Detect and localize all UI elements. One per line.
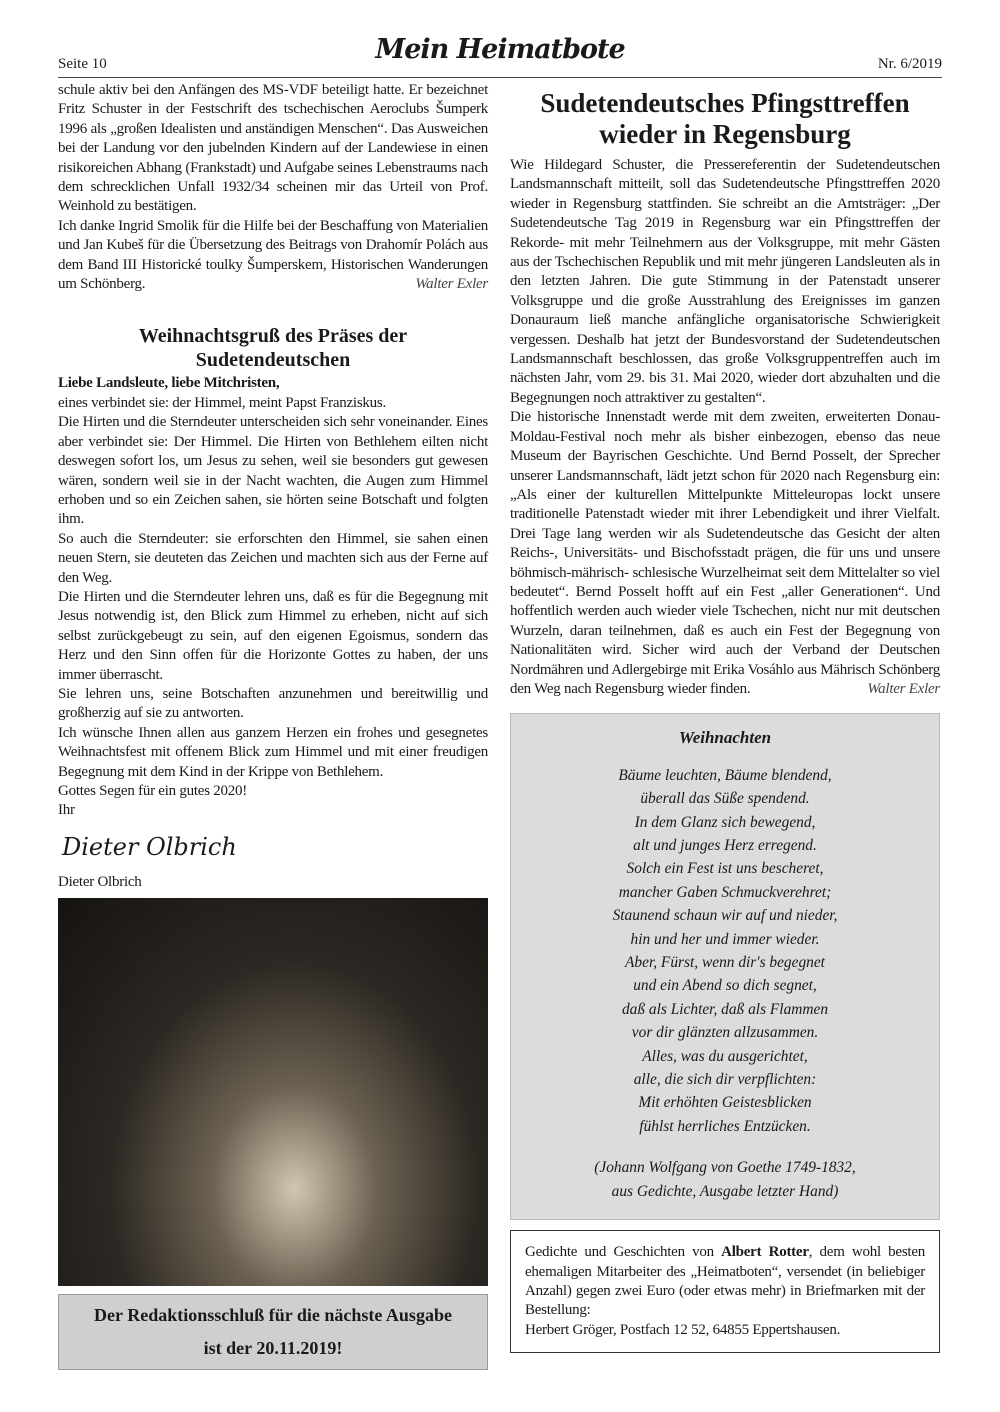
page-header (58, 30, 942, 78)
masthead-logo: Mein Heimatbote (375, 34, 625, 65)
author: Walter Exler (867, 680, 940, 697)
paragraph: Wie Hildegard Schuster, die Pressereferentin der Sudetendeutschen Landsmannschaft mitteilt, soll das Sudetendeutsche Pfingsttreffen 2020 wieder in Regensburg stattfinden. Sie schreibt an die Amtsträger: „Der Sudetendeutsche Tag 2019 in Regensburg war ein Pfingsttreffen der Rekorde- mit mehr Teilnehmern aus der Volksgruppe, mit mehr Gästen aus der Tschechischen Republik und mit mehr jüngeren Landsleuten als in den letzten Jahren. Die gute Stimmung in der Patenstadt unserer Volksgruppe und die große Ausstrahlung des Ereignisses im ganzen Donauraum ließ manche anfängliche organisatorische Schwierigkeit vergessen. Deshalb hat jetzt der Bundesvorstand der Sudetendeutschen Landsmannschaft beschlossen, das große Volksgruppentreffen auch im nächsten Jahr, vom 29. bis 31. Mai 2020, wieder dort abzuhalten und die Begegnungen noch attraktiver zu gestalten“. (510, 157, 940, 406)
paragraph: Ihr (58, 802, 75, 819)
paragraph: Die Hirten und die Sterndeuter unterscheiden sich sehr voneinander. Eines aber verbindet sie: Der Himmel. Die Hirten von Bethlehem eilten nicht deswegen sofort los, um Jesus zu sehen, weil sie besonders gut gewesen wären, sondern weil sie in der Nacht wachten, die Augen zum Himmel erhoben und so ein Zeichen sahen, sie hörten seine Botschaft und folgten ihm. (58, 414, 488, 528)
poem-line: überall das Süße spendend. (640, 790, 810, 808)
right-column (510, 88, 940, 1353)
poem-line: vor dir glänzten allzusammen. (631, 1024, 819, 1042)
poem-line: alt und junges Herz erregend. (633, 837, 817, 854)
source-line: (Johann Wolfgang von Goethe 1749-1832, (594, 1159, 856, 1177)
poem-line: Bäume leuchten, Bäume blendend, (618, 766, 832, 784)
notice-name: Albert Rotter (721, 1244, 809, 1261)
poem-line: Staunend schaun wir auf und nieder, (612, 907, 838, 925)
article-text: schule aktiv bei den Anfängen des MS-VDF beteiligt hatte. Er bezeichnet Fritz Schuster in der Festschrift des tschechischen Aeroclubs Šumperk 1996 als „großen Idealisten und anständigen Menschen“. Das Ausweichen bei der Landung vor den jubelnden Kindern auf der Landewiese in einen risikoreichen Abhang (Frankstadt) und Aufgabe seines Lebenstraums nach dem schrecklichen Unfall 1932/34 scheinen mir das Urteil von Prof. Weinhold zu bestätigen. (58, 82, 488, 215)
notice-text: , dem wohl besten ehemaligen Mitarbeiter des „Heimatboten“, versendet (in beliebiger Anzahl) gegen zwei Euro (oder etwas mehr) in Briefmarken mit der Bestellung: (525, 1244, 925, 1319)
article-title: Sudetendeutsches Pfingsttreffen wieder in Regensburg (540, 88, 910, 149)
poem-line: alle, die sich dir verpflichten: (633, 1071, 817, 1089)
paragraph: Die Hirten und die Sterndeuter lehren uns, daß es für die Begegnung mit Jesus notwendig ist, den Blick zum Himmel zu erheben, nicht auf sich selbst zurückgebeugt zu sein, auf den eigenen Egoismus, sondern das Herz und den Sinn offen für die Horizonte Gottes zu haben, der uns immer überrascht. (58, 588, 488, 683)
salutation: Liebe Landsleute, liebe Mitchristen, (58, 375, 280, 392)
paragraph-body: Die historische Innenstadt werde mit dem zweiten, erweiterten Donau-Moldau-Festival noch mehr als bisher einbezogen, ebenso das neue Museum der Bayrischen Geschichte. Und Bernd Posselt, der Sprecher unserer Landsmannschaft, lädt jetzt schon für 2020 nach Regensburg ein: „Als einer der kulturellen Mittelpunkte Mitteleuropas lockt unsere traditionelle Patenstadt wieder mit ihrer Lebendigkeit und ihrer Vielfalt. Drei Tage lang werden wir als Sudetendeutsche das Gesicht der alten Reichs-, Universitäts- und Bischofsstadt prägen, die für uns und unsere böhmisch-mährisch- schlesische Wurzelheimat seit dem Mittelalter so viel bedeutet“. Bernd Posselt hofft auf ein Fest „aller Generationen“. Und hoffentlich werden auch wieder viele Tschechen, nicht nur mit deutschen Wurzeln, daran teilnehmen, daß es auch ein Fest der Begegnung von Nationalitäten wird. Sicher wird auch der Verband der Deutschen Nordmähren und Adlergebirge mit Erika Vosáhlo aus Mährisch Schönberg den Weg nach Regensburg wieder finden. (510, 409, 940, 697)
notice-address: Herbert Gröger, Postfach 12 52, 64855 Eppertshausen. (525, 1321, 841, 1338)
nativity-scene-photo (58, 898, 488, 1286)
article-title: Weihnachtsgruß des Präses der Sudetendeutschen (138, 325, 408, 372)
paragraph: Ich wünsche Ihnen allen aus ganzem Herzen ein frohes und gesegnetes Weihnachtsfest mit offenem Blick zum Himmel und mit einer freudigen Begegnung mit dem Kind in der Krippe von Bethlehem. (58, 724, 488, 780)
order-notice (510, 1230, 940, 1353)
poem-box (510, 713, 940, 1220)
poem-line: Aber, Fürst, wenn dir's begegnet (625, 954, 825, 972)
article-text-body: Ich danke Ingrid Smolik für die Hilfe bei der Beschaffung von Materialien und Jan Kubeš für die Übersetzung des Beitrags von Drahomír Polách aus dem Band III Historické toulky Šumperskem, Historischen Wanderungen um Schönberg. (58, 217, 488, 293)
poem-line: daß als Lichter, daß als Flammen (621, 1000, 829, 1018)
poem-line: und ein Abend so dich segnet, (633, 977, 817, 995)
poem-line: mancher Gaben Schmuckverehret; (618, 883, 832, 901)
paragraph (510, 408, 940, 699)
paragraph: eines verbindet sie: der Himmel, meint Papst Franziskus. (58, 394, 387, 411)
poem-line: Solch ein Fest ist uns bescheret, (626, 860, 824, 878)
handwritten-signature: Dieter Olbrich (62, 832, 237, 861)
left-column (58, 81, 488, 1370)
notice-text: Gedichte und Geschichten von (525, 1244, 722, 1261)
poem-source (511, 1156, 939, 1203)
poem-line: Alles, was du ausgerichtet, (642, 1047, 808, 1065)
deadline-date: ist der 20.11.2019! (203, 1338, 343, 1359)
poem-line: In dem Glanz sich bewegend, (634, 813, 816, 831)
paragraph: Sie lehren uns, seine Botschaften anzunehmen und bereitwillig und großherzig auf sie zu antworten. (58, 685, 488, 722)
article-text (58, 217, 488, 295)
deadline-line: Der Redaktionsschluß für die nächste Ausgabe (94, 1305, 452, 1326)
author: Walter Exler (415, 276, 488, 293)
issue-number: Nr. 6/2019 (877, 56, 942, 72)
signer-name: Dieter Olbrich (58, 873, 142, 890)
poem-line: hin und her und immer wieder. (630, 930, 820, 948)
source-line: aus Gedichte, Ausgabe letzter Hand) (611, 1182, 839, 1200)
paragraph: So auch die Sterndeuter: sie erforschten den Himmel, sie sahen einen neuen Stern, sie deuteten das Zeichen und machten sich aus der Ferne auf den Weg. (58, 530, 488, 586)
page-number: Seite 10 (58, 56, 107, 72)
deadline-notice (58, 1294, 488, 1370)
poem-line: Mit erhöhten Geistesblicken (638, 1094, 812, 1112)
paragraph: Gottes Segen für ein gutes 2020! (58, 783, 248, 799)
poem-line: fühlst herrliches Entzücken. (639, 1117, 811, 1135)
poem-lines (511, 764, 939, 1139)
poem-title: Weihnachten (678, 728, 772, 748)
